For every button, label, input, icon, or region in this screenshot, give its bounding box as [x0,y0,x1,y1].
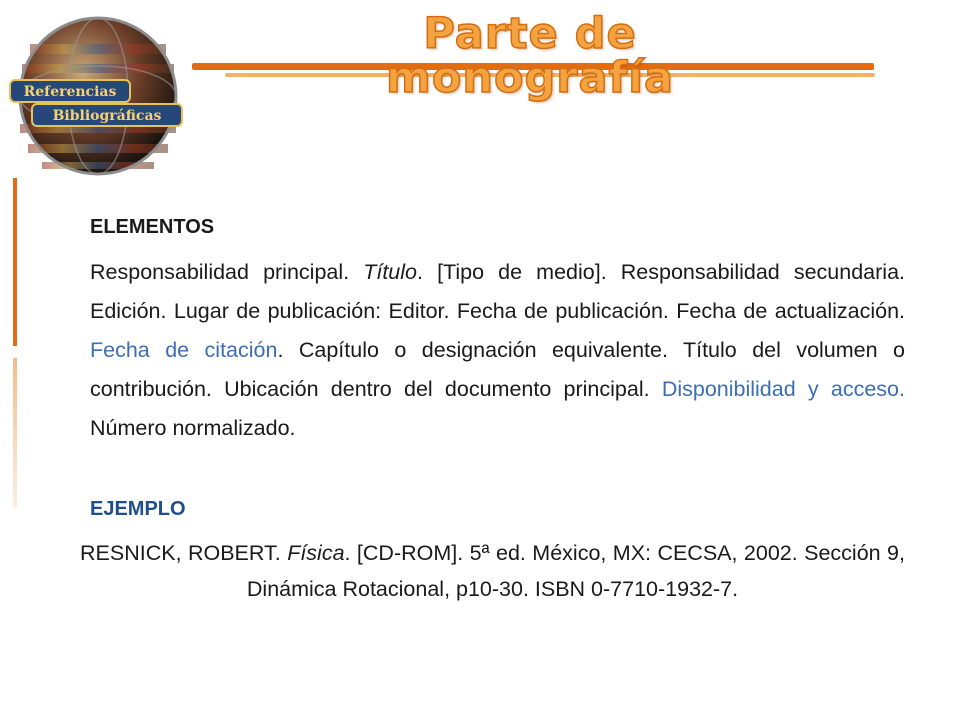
title-line-2: monografía [386,53,674,103]
elements-text: Responsabilidad principal. [90,260,364,284]
title-line-1: Parte de [423,9,637,59]
elements-text: Número normalizado. [90,416,296,440]
example-text-title: Física [287,541,345,565]
example-heading: EJEMPLO [90,498,186,520]
elements-text-citation-date: Fecha de citación [90,338,278,362]
left-accent-bar [13,178,17,346]
slide-body [80,208,905,607]
logo-text-line1: Referencias [23,84,117,100]
left-accent-bar-faded [13,358,17,508]
elements-text: . Capítulo o designación equivalente. Título del volumen o contribución. Ubicación dentro del documento principal. [90,338,905,401]
elements-text-title: Título [363,260,417,284]
elements-heading: ELEMENTOS [90,216,215,238]
example-text: RESNICK, ROBERT. [80,541,288,565]
elements-text: . [Tipo de medio]. Responsabilidad secundaria. Edición. Lugar de publicación: Editor. Fecha de publicación. Fecha de actualización. [90,260,905,323]
references-globe-logo [8,6,188,186]
example-text: . [CD-ROM]. 5ª ed. México, MX: CECSA, 2002. Sección 9, Dinámica Rotacional, p10-30. ISBN 0-7710-1932-7. [246,541,905,601]
globe-icon [8,6,188,186]
example-reference [80,535,905,607]
slide-title [330,9,730,103]
logo-text-line2: Bibliográficas [52,108,162,124]
elements-paragraph [90,253,905,448]
elements-text-availability: Disponibilidad y acceso. [661,377,905,401]
